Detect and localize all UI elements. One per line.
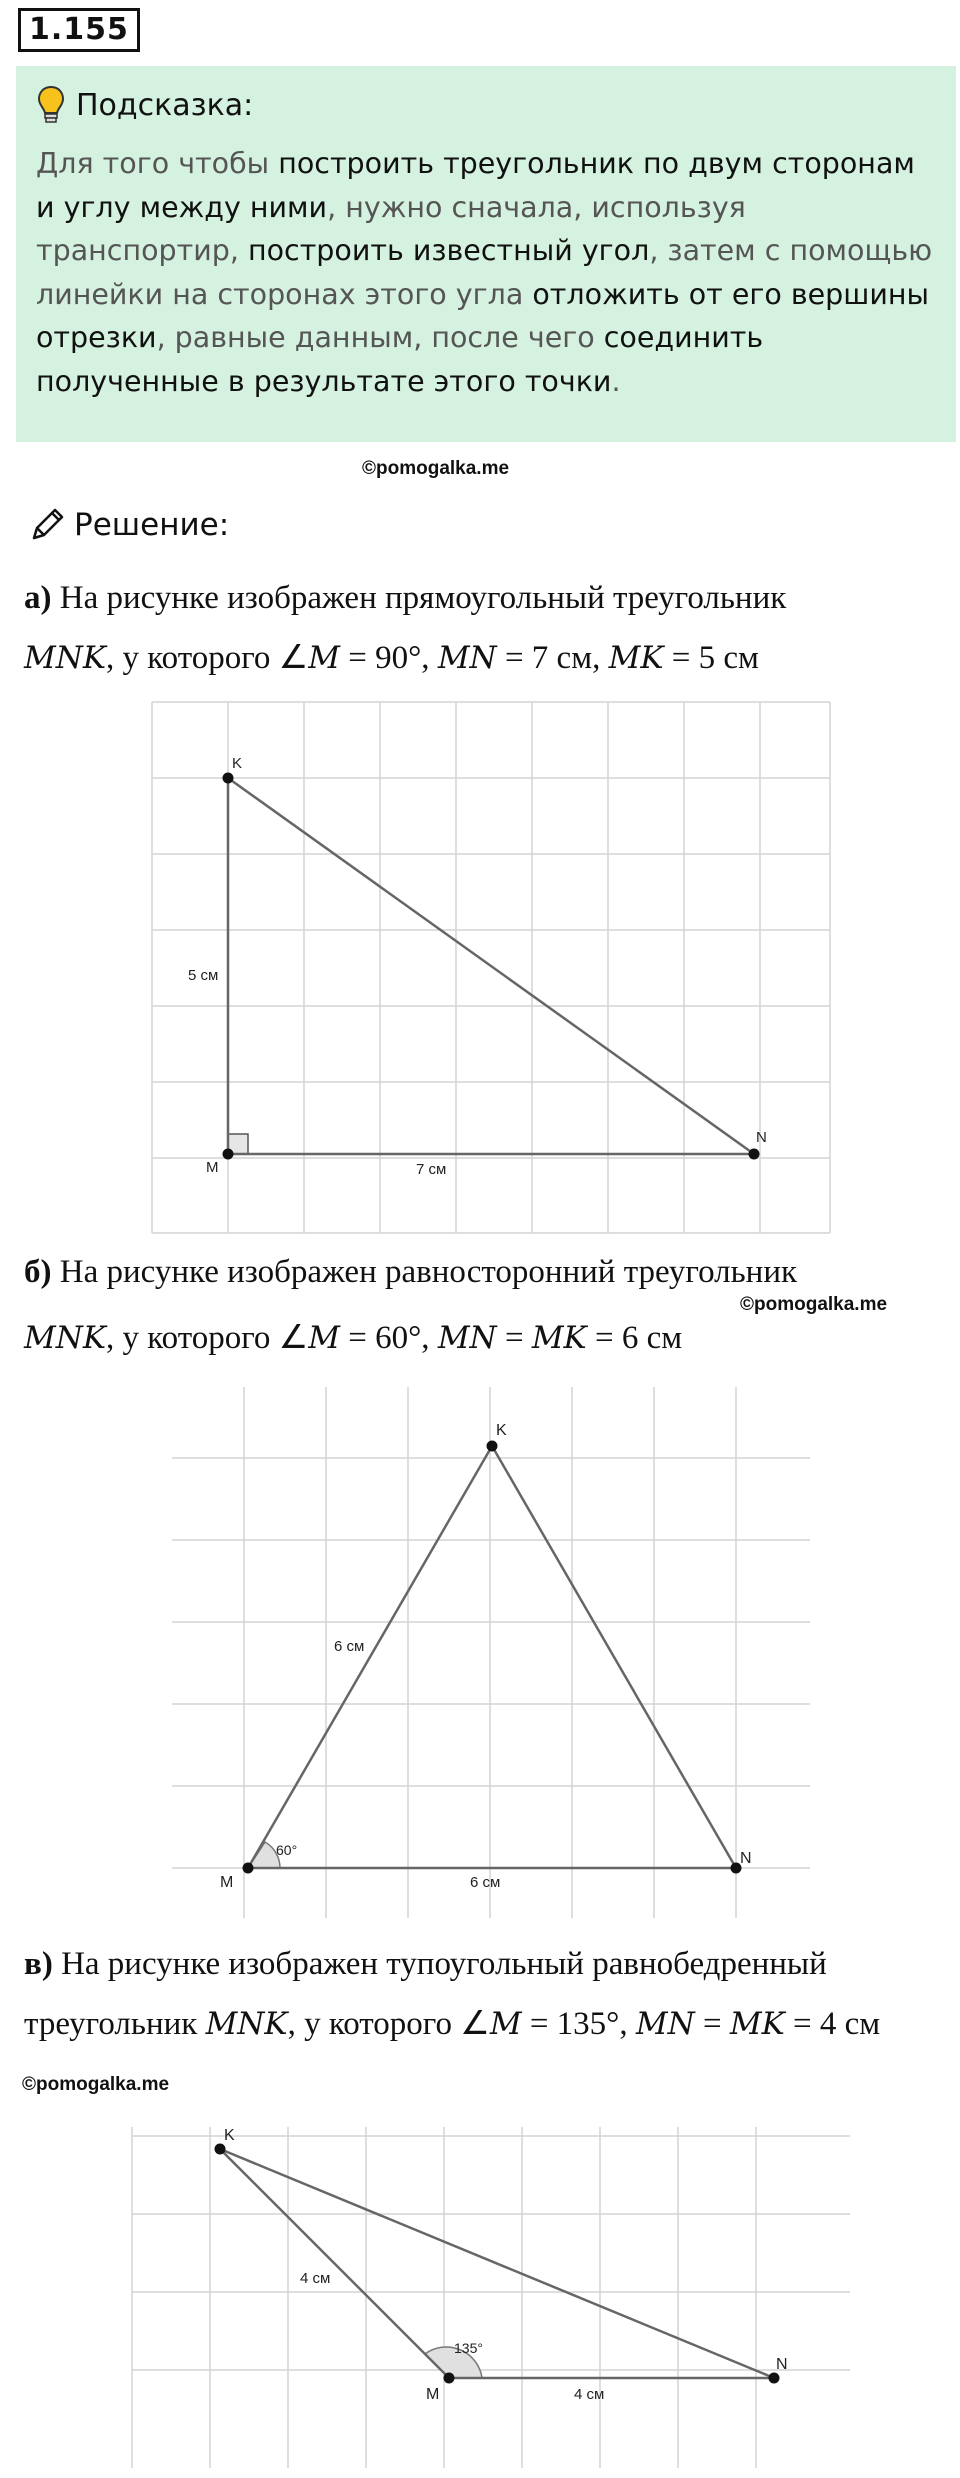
part-a-line1 xyxy=(24,578,786,618)
math-triangle: MNK xyxy=(24,1320,107,1356)
watermark: ©pomogalka.me xyxy=(362,458,510,479)
part-a-text: = 7 см, xyxy=(496,640,609,676)
part-c-label: в) xyxy=(24,1946,53,1982)
label-k: K xyxy=(496,1422,507,1439)
math-side: MN xyxy=(635,2006,695,2042)
hint-title: Подсказка: xyxy=(76,87,254,123)
solution-title: Решение: xyxy=(74,507,230,543)
grid-c xyxy=(132,2127,850,2468)
hint-text-part: , затем с помощью линейки на сторонах этого угла xyxy=(36,234,933,311)
point-n xyxy=(769,2373,780,2384)
hint-text-part: . xyxy=(611,364,621,398)
part-c-text: = xyxy=(694,2006,730,2042)
math-vertex: M xyxy=(308,1320,340,1356)
hint-key-phrase: построить известный угол xyxy=(247,234,650,267)
part-b-text: = 6 см xyxy=(586,1320,683,1356)
part-c-line1 xyxy=(24,1944,827,1984)
lightbulb-icon xyxy=(36,85,66,125)
grid-b xyxy=(172,1387,810,1918)
label-n: N xyxy=(756,1129,767,1146)
hint-text xyxy=(36,142,936,403)
solution-header xyxy=(28,506,229,544)
math-vertex: M xyxy=(489,2006,522,2042)
part-c-text: = 4 см xyxy=(784,2006,881,2042)
math-vertex: M xyxy=(308,640,340,676)
label-side-mk: 5 см xyxy=(188,967,219,984)
hint-key-phrase: отложить от его вершины отрезки xyxy=(36,277,929,354)
hint-text-part: , равные данным, после чего xyxy=(156,321,604,354)
side-kn xyxy=(220,2149,774,2378)
label-m: M xyxy=(206,1159,219,1176)
math-side: MK xyxy=(531,1320,587,1356)
part-b-line1 xyxy=(24,1252,797,1292)
math-side: MN xyxy=(437,1320,497,1356)
label-side-mn: 7 см xyxy=(416,1161,447,1178)
part-a-text: = 90°, xyxy=(340,640,438,676)
label-side-mn: 6 см xyxy=(470,1874,501,1891)
point-m xyxy=(243,1863,254,1874)
point-k xyxy=(215,2144,226,2155)
math-side: MK xyxy=(608,640,664,676)
point-m xyxy=(223,1149,234,1160)
part-a-text: , у которого ∠ xyxy=(106,640,309,676)
side-mk xyxy=(220,2149,449,2378)
hint-header xyxy=(36,74,936,136)
hint-key-phrase: построить треугольник по двум сторонам и углу между ними xyxy=(36,147,915,224)
figure-a xyxy=(150,700,840,1235)
watermark: ©pomogalka.me xyxy=(740,1294,888,1315)
part-b-label: б) xyxy=(24,1254,52,1290)
part-b-text: На рисунке изображен равносторонний треугольник xyxy=(51,1254,798,1290)
part-b-text: = 60°, xyxy=(340,1320,438,1356)
point-m xyxy=(444,2373,455,2384)
label-n: N xyxy=(740,1850,752,1867)
part-c-text: , у которого ∠ xyxy=(287,2006,490,2042)
part-c-line2 xyxy=(24,2004,880,2044)
point-k xyxy=(487,1441,498,1452)
label-m: M xyxy=(220,1874,234,1891)
part-a-label: а) xyxy=(24,580,52,616)
part-c-text: = 135°, xyxy=(521,2006,636,2042)
label-angle: 60° xyxy=(276,1842,298,1858)
problem-number: 1.155 xyxy=(18,8,140,52)
figure-b xyxy=(170,1385,820,1920)
label-side-mk: 4 см xyxy=(300,2270,331,2287)
part-a-line2 xyxy=(24,638,759,678)
math-side: MN xyxy=(437,640,497,676)
side-mk xyxy=(248,1446,492,1868)
part-b-text: , у которого ∠ xyxy=(106,1320,309,1356)
math-triangle: MNK xyxy=(24,640,107,676)
side-kn xyxy=(492,1446,736,1868)
part-b-line2 xyxy=(24,1318,682,1358)
hint-box xyxy=(16,66,956,442)
label-k: K xyxy=(224,2127,235,2144)
label-angle: 135° xyxy=(454,2340,483,2356)
math-side: MK xyxy=(729,2006,785,2042)
part-b-text: = xyxy=(496,1320,532,1356)
hint-key-phrase: соединить полученные в результате этого точки xyxy=(36,321,764,398)
point-n xyxy=(749,1149,760,1160)
part-a-text: На рисунке изображен прямоугольный треугольник xyxy=(51,580,787,616)
figure-c xyxy=(130,2125,860,2470)
label-k: K xyxy=(232,755,243,772)
part-c-text: треугольник xyxy=(24,2006,206,2042)
point-k xyxy=(223,773,234,784)
label-m: M xyxy=(426,2386,440,2403)
label-side-mk: 6 см xyxy=(334,1638,365,1655)
hint-text-part: Для того чтобы xyxy=(36,147,279,180)
label-side-mn: 4 см xyxy=(574,2386,605,2403)
side-kn xyxy=(228,778,754,1154)
part-c-text: На рисунке изображен тупоугольный равнобедренный xyxy=(52,1946,827,1982)
pencil-icon xyxy=(28,506,66,544)
watermark: ©pomogalka.me xyxy=(22,2074,170,2095)
math-triangle: MNK xyxy=(205,2006,288,2042)
hint-text-part: , нужно сначала, используя транспортир, xyxy=(36,190,746,267)
part-a-text: = 5 см xyxy=(663,640,759,676)
label-n: N xyxy=(776,2356,788,2373)
